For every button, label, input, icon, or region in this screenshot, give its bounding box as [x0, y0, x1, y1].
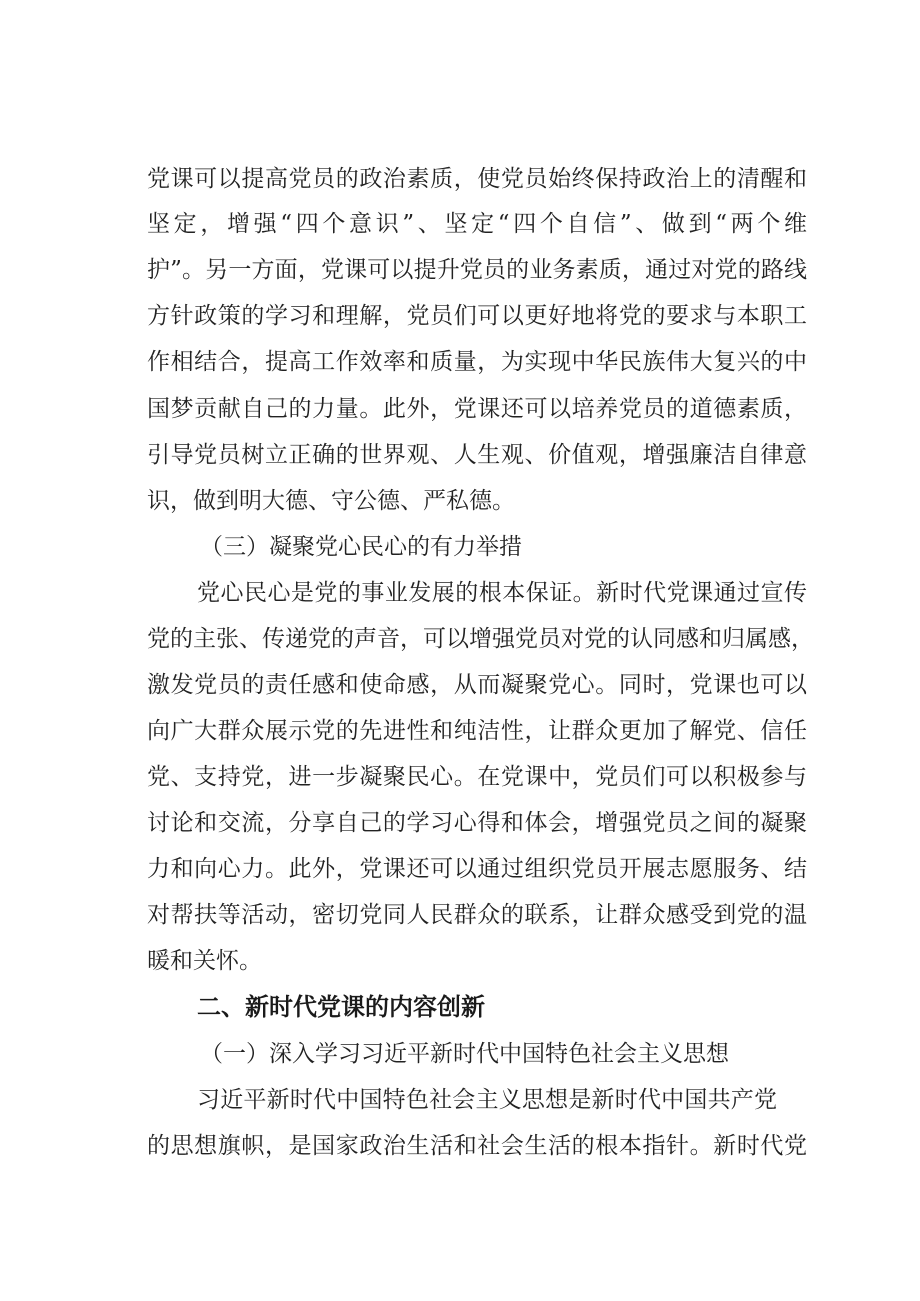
paragraph-line: 激发党员的责任感和使命感，从而凝聚党心。同时，党课也可以: [147, 672, 807, 698]
paragraph-line: 党、支持党，进一步凝聚民心。在党课中，党员们可以积极参与: [147, 764, 807, 790]
paragraph-line: 国梦贡献自己的力量。此外，党课还可以培养党员的道德素质，: [147, 396, 807, 422]
paragraph-line: 暖和关怀。: [147, 948, 262, 974]
paragraph-line: 方针政策的学习和理解，党员们可以更好地将党的要求与本职工: [147, 303, 807, 329]
paragraph-line: 党的主张、传递党的声音，可以增强党员对党的认同感和归属感，: [147, 626, 814, 652]
paragraph-line: 讨论和交流，分享自己的学习心得和体会，增强党员之间的凝聚: [147, 810, 807, 836]
paragraph-line: 识，做到明大德、守公德、严私德。: [147, 488, 515, 514]
paragraph-line: 的思想旗帜，是国家政治生活和社会生活的根本指针。新时代党: [147, 1133, 807, 1159]
paragraph-line: 作相结合，提高工作效率和质量，为实现中华民族伟大复兴的中: [147, 349, 807, 375]
paragraph-line: 对帮扶等活动，密切党同人民群众的联系，让群众感受到党的温: [147, 902, 807, 928]
section-heading: 二、新时代党课的内容创新: [197, 993, 485, 1021]
paragraph-line: 引导党员树立正确的世界观、人生观、价值观，增强廉洁自律意: [147, 442, 807, 468]
paragraph-line: 力和向心力。此外，党课还可以通过组织党员开展志愿服务、结: [147, 856, 807, 882]
section-subheading: （一）深入学习习近平新时代中国特色社会主义思想: [200, 1041, 729, 1067]
paragraph-line: 向广大群众展示党的先进性和纯洁性，让群众更加了解党、信任: [147, 718, 807, 744]
section-subheading: （三）凝聚党心民心的有力举措: [200, 534, 522, 560]
paragraph-line: 党心民心是党的事业发展的根本保证。新时代党课通过宣传: [197, 580, 807, 606]
paragraph-line: 护”。另一方面，党课可以提升党员的业务素质，通过对党的路线: [147, 257, 807, 283]
paragraph-line: 习近平新时代中国特色社会主义思想是新时代中国共产党: [197, 1087, 777, 1113]
paragraph-line: 党课可以提高党员的政治素质，使党员始终保持政治上的清醒和: [147, 166, 807, 192]
paragraph-line: 坚定，增强“四个意识”、坚定“四个自信”、做到“两个维: [147, 211, 807, 237]
